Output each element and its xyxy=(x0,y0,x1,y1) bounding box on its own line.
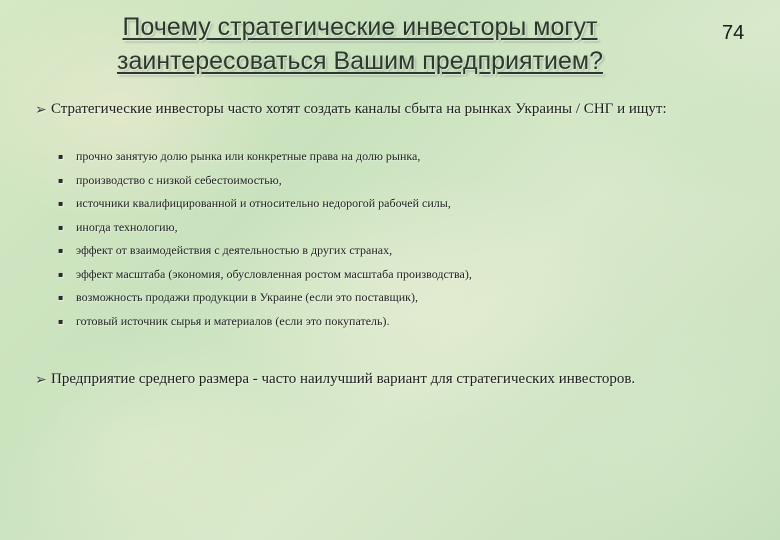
list-item: ▪ готовый источник сырья и материалов (если это покупатель). xyxy=(58,313,390,328)
list-item: ▪ возможность продажи продукции в Украине (если это поставщик), xyxy=(58,290,418,304)
list-item: ▪ производство с низкой себестоимостью, xyxy=(58,172,282,187)
dot-bullet-icon: ▪ xyxy=(58,175,64,185)
main-bullet-2 xyxy=(35,370,755,388)
dot-bullet-icon: ▪ xyxy=(58,199,64,208)
dot-bullet-icon: ▪ xyxy=(58,316,64,326)
list-item: ▪ источники квалифицированной и относительно недорогой рабочей силы, xyxy=(58,196,451,210)
list-item: ▪ эффект масштаба (экономия, обусловленная ростом масштаба производства), xyxy=(58,266,472,281)
arrow-bullet-icon: ➢ xyxy=(35,102,47,118)
slide-number: 74 xyxy=(722,22,745,44)
slide-title: Почему стратегические инвесторы могут заинтересоваться Вашим предприятием? xyxy=(117,13,603,75)
main-bullet-1 xyxy=(35,100,755,118)
main-bullet-1-text: Стратегические инвесторы часто хотят создать каналы сбыта на рынках Украины / СНГ и ищут: xyxy=(51,101,667,117)
dot-bullet-icon: ▪ xyxy=(58,246,64,255)
main-bullet-2-text: Предприятие среднего размера - часто наилучший вариант для стратегических инвесторов. xyxy=(51,371,636,387)
dot-bullet-icon: ▪ xyxy=(58,269,64,279)
dot-bullet-icon: ▪ xyxy=(58,152,64,161)
dot-bullet-icon: ▪ xyxy=(58,222,64,232)
dot-bullet-icon: ▪ xyxy=(58,293,64,302)
arrow-bullet-icon: ➢ xyxy=(35,372,47,388)
list-item: ▪ иногда технологию, xyxy=(58,219,178,234)
list-item: ▪ эффект от взаимодействия с деятельностью в других странах, xyxy=(58,243,393,257)
sub-bullet-list xyxy=(58,148,758,336)
list-item: ▪ прочно занятую долю рынка или конкретные права на долю рынка, xyxy=(58,149,421,163)
